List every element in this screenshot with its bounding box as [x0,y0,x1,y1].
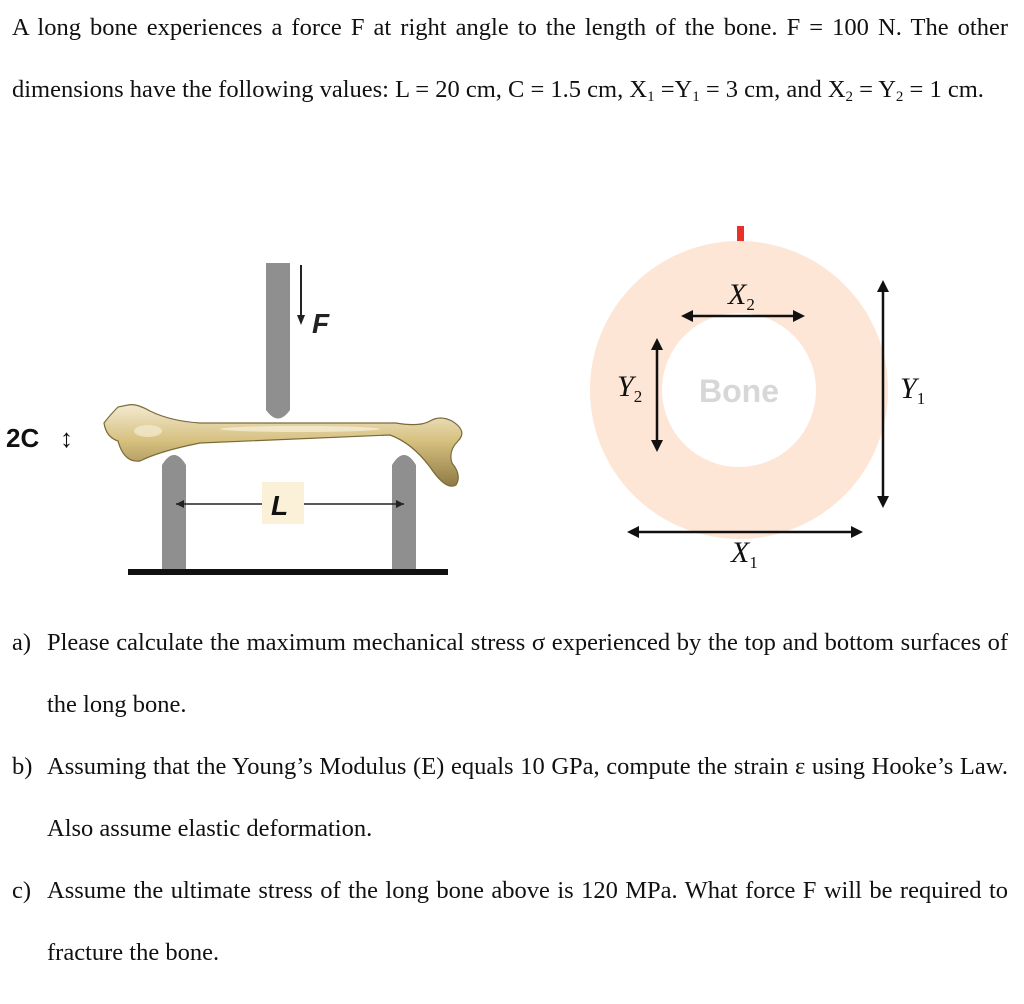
problem-intro: A long bone experiences a force F at right angle to the length of the bone. F = 100 N. The other dimensions have the following values: L = 20 cm, C = 1.5 cm, X [12,14,1008,103]
y1-subscript: 1 [692,89,700,105]
right-support [392,455,416,571]
bending-diagram [0,255,470,585]
x2-label: $X_2$ [728,278,755,314]
section-force-label: F [711,239,726,266]
problem-statement [12,0,1008,121]
question-b [12,736,1008,860]
cross-section-diagram [595,220,926,580]
question-c-label: c) [12,877,32,904]
y2-label: $Y_2$ [617,370,643,406]
left-support [162,455,186,571]
x1-label: $X_1$ [731,536,758,572]
y1-label: $Y_1$ [900,372,926,408]
base-platform [128,569,448,575]
question-c [12,860,1008,984]
question-a [12,612,1008,736]
y2-subscript: 2 [895,89,904,105]
force-label: F [312,308,330,339]
x1-subscript: 1 [647,89,655,105]
x2-subscript: 2 [845,89,854,105]
problem-mid1: =Y [654,76,693,103]
question-a-label: a) [12,629,32,656]
force-arrow-head [297,315,305,325]
thickness-arrow-icon: ↕ [60,423,73,453]
length-label: L [271,490,289,521]
question-b-text: Assuming that the Young’s Modulus (E) equals 10 GPa, compute the strain ε using Hooke’s Law. Also assume elastic deformation. [47,753,1008,842]
loading-rod [266,263,290,419]
question-b-label: b) [12,753,33,780]
thickness-label: 2C [6,423,40,453]
problem-end: = 1 cm. [903,76,984,103]
problem-mid2: = 3 cm, and X [699,76,846,103]
problem-mid3: = Y [853,76,896,103]
question-c-text: Assume the ultimate stress of the long bone above is 120 MPa. What force F will be required to fracture the bone. [47,877,1008,966]
question-a-text: Please calculate the maximum mechanical stress σ experienced by the top and bottom surfaces of the long bone. [47,629,1008,718]
bone-label: Bone [699,373,779,409]
